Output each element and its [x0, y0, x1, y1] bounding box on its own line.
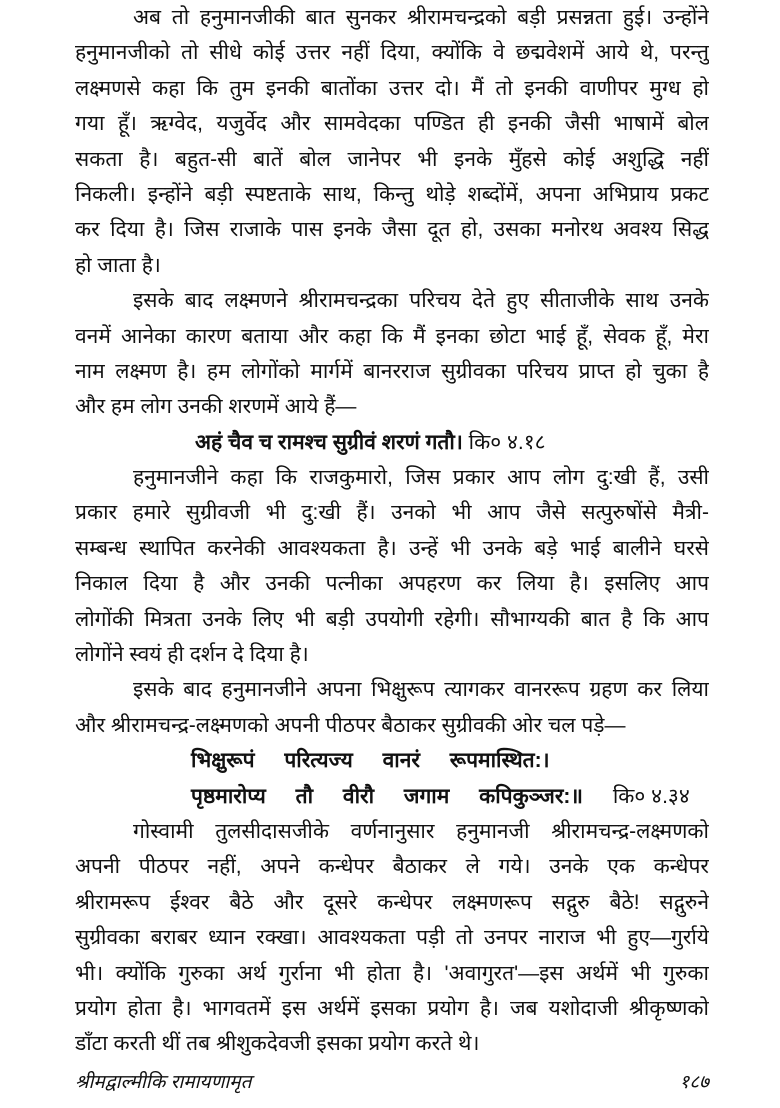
verse-text: अहं चैव च रामश्च सुग्रीवं शरणं गतौ।	[195, 430, 463, 454]
text-line: इसके बाद हनुमानजीने अपना भिक्षुरूप त्यागकर वानररूप ग्रहण कर लिया	[133, 678, 709, 702]
text-line: इसके बाद लक्ष्मणने श्रीरामचन्द्रका परिचय देते हुए सीताजीके साथ उनके	[133, 289, 709, 313]
text-line: कर दिया है। जिस राजाके पास इनके जैसा दूत हो, उसका मनोरथ अवश्य सिद्ध	[75, 218, 709, 242]
text-line: सम्बन्ध स्थापित करनेकी आवश्यकता है। उन्हें भी उनके बड़े भाई बालीने घरसे	[75, 536, 709, 560]
text-line: वनमें आनेका कारण बताया और कहा कि मैं इनका छोटा भाई हूँ, सेवक हूँ, मेरा	[75, 324, 709, 348]
verse-line	[75, 425, 709, 460]
text-line: अब तो हनुमानजीकी बात सुनकर श्रीरामचन्द्रको बड़ी प्रसन्नता हुई। उन्होंने	[133, 6, 709, 29]
text-line: लक्ष्मणसे कहा कि तुम इनकी बातोंका उत्तर दो। मैं तो इनकी वाणीपर मुग्ध हो	[75, 76, 709, 100]
text-line: हनुमानजीको तो सीधे कोई उत्तर नहीं दिया, क्योंकि वे छद्मवेशमें आये थे, परन्तु	[75, 41, 709, 65]
page-number: १८७	[679, 1072, 709, 1093]
text-line: भी। क्योंकि गुरुका अर्थ गुर्राना भी होता है। 'अवागुरत'—इस अर्थमें भी गुरुका	[75, 961, 709, 985]
text-line: प्रकार हमारे सुग्रीवजी भी दु:खी हैं। उनको भी आप जैसे सत्पुरुषोंसे मैत्री-	[75, 501, 709, 525]
paragraph	[75, 460, 709, 672]
text-line: हनुमानजीने कहा कि राजकुमारो, जिस प्रकार आप लोग दु:खी हैं, उसी	[133, 466, 709, 490]
text-line: नाम लक्ष्मण है। हम लोगोंको मार्गमें बानरराज सुग्रीवका परिचय प्राप्त हो चुका है	[75, 359, 709, 383]
text-line: अपनी पीठपर नहीं, अपने कन्धेपर बैठाकर ले गये। उनके एक कन्धेपर	[75, 855, 709, 879]
verse-line	[75, 743, 709, 778]
paragraph	[75, 0, 709, 283]
page-footer	[75, 1068, 709, 1094]
text-line: निकली। इन्होंने बड़ी स्पष्टताके साथ, किन्तु थोड़े शब्दोंमें, अपना अभिप्राय प्रकट	[75, 182, 709, 206]
text-line: लोगोंने स्वयं ही दर्शन दे दिया है।	[75, 643, 309, 667]
text-line: निकाल दिया है और उनकी पत्नीका अपहरण कर लिया है। इसलिए आप	[75, 572, 709, 596]
verse-reference: कि० ४.३४	[612, 784, 690, 808]
text-line: सकता है। बहुत-सी बातें बोल जानेपर भी इनके मुँहसे कोई अशुद्धि नहीं	[75, 147, 709, 171]
text-line: लोगोंकी मित्रता उनके लिए भी बड़ी उपयोगी रहेगी। सौभाग्यकी बात है कि आप	[75, 607, 709, 631]
text-line: हो जाता है।	[75, 253, 161, 277]
text-line: सुग्रीवका बराबर ध्यान रक्खा। आवश्यकता पड़ी तो उनपर नाराज भी हुए—गुर्राये	[75, 926, 709, 950]
paragraph	[75, 283, 709, 425]
verse-line	[75, 779, 709, 814]
text-line: प्रयोग होता है। भागवतमें इस अर्थमें इसका प्रयोग है। जब यशोदाजी श्रीकृष्णको	[75, 996, 709, 1020]
page-body	[75, 0, 709, 1062]
paragraph	[75, 672, 709, 743]
text-line: गया हूँ। ऋग्वेद, यजुर्वेद और सामवेदका पण्डित ही इनकी जैसी भाषामें बोल	[75, 112, 709, 136]
text-line: श्रीरामरूप ईश्वर बैठे और दूसरे कन्धेपर लक्ष्मणरूप सद्गुरु बैठे! सद्गुरुने	[75, 890, 709, 914]
text-line: और श्रीरामचन्द्र-लक्ष्मणको अपनी पीठपर बैठाकर सुग्रीवकी ओर चल पड़े—	[75, 713, 626, 737]
verse-text: भिक्षुरूपं परित्यज्य वानरं रूपमास्थित:।	[191, 749, 550, 773]
verse-reference: कि० ४.१८	[468, 430, 546, 454]
text-line: गोस्वामी तुलसीदासजीके वर्णनानुसार हनुमानजी श्रीरामचन्द्र-लक्ष्मणको	[133, 819, 709, 843]
text-line: और हम लोग उनकी शरणमें आये हैं—	[75, 395, 357, 419]
verse-text: पृष्ठमारोप्य तौ वीरौ जगाम कपिकुञ्जर:॥	[191, 784, 583, 808]
paragraph	[75, 814, 709, 1062]
running-title: श्रीमद्वाल्मीकि रामायणामृत	[75, 1072, 252, 1093]
text-line: डाँटा करती थीं तब श्रीशुकदेवजी इसका प्रयोग करते थे।	[75, 1032, 480, 1056]
